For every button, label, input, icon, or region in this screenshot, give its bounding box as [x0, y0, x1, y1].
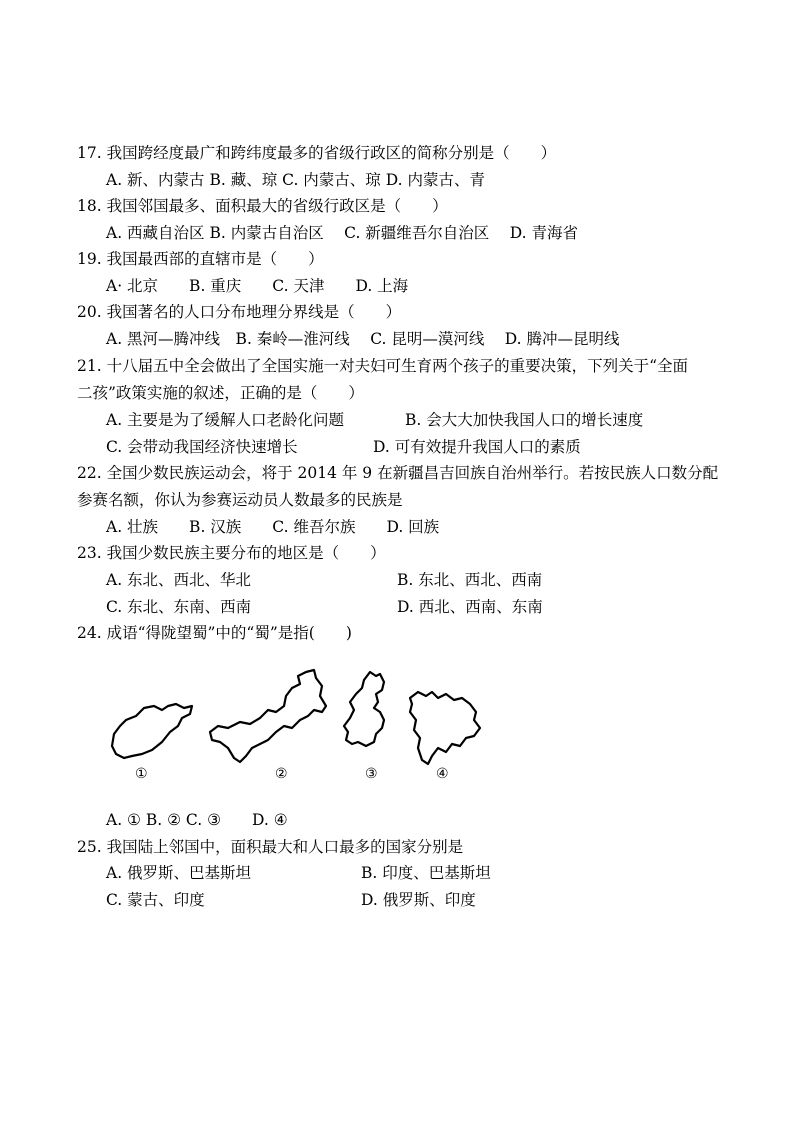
question-17-stem: 17. 我国跨经度最广和跨纬度最多的省级行政区的简称分别是（ ） — [77, 144, 557, 162]
question-23-stem: 23. 我国少数民族主要分布的地区是（ ） — [77, 544, 386, 562]
question-21-option-b: B. 会大大加快我国人口的增长速度 — [405, 411, 644, 429]
figure-label-1: ① — [135, 766, 148, 782]
question-23-option-d: D. 西北、西南、东南 — [397, 598, 543, 616]
question-19-stem: 19. 我国最西部的直辖市是（ ） — [77, 250, 324, 268]
question-21-stem-line2: 二孩”政策实施的叙述，正确的是（ ） — [77, 384, 364, 402]
question-18-options: A. 西藏自治区 B. 内蒙古自治区 C. 新疆维吾尔自治区 D. 青海省 — [106, 224, 578, 242]
question-21-option-d: D. 可有效提升我国人口的素质 — [373, 438, 581, 456]
question-23-option-c: C. 东北、东南、西南 — [106, 598, 252, 616]
question-21-option-c: C. 会带动我国经济快速增长 — [106, 438, 298, 456]
question-22-options: A. 壮族 B. 汉族 C. 维吾尔族 D. 回族 — [106, 518, 440, 536]
question-24-stem: 24. 成语“得陇望蜀”中的“蜀”是指( ) — [77, 624, 352, 642]
figure-label-4: ④ — [436, 766, 449, 782]
province-outline-2 — [206, 666, 334, 770]
province-outline-3 — [340, 668, 394, 750]
question-21-stem-line1: 21. 十八届五中全会做出了全国实施一对夫妇可生育两个孩子的重要决策，下列关于“全面 — [77, 357, 689, 375]
question-19-options: A· 北京 B. 重庆 C. 天津 D. 上海 — [106, 277, 409, 295]
question-22-stem-line1: 22. 全国少数民族运动会，将于 2014 年 9 在新疆昌吉回族自治州举行。若按民族人口数分配 — [77, 464, 719, 482]
figure-label-3: ③ — [365, 766, 378, 782]
province-outline-4 — [404, 686, 484, 768]
question-22-stem-line2: 参赛名额，你认为参赛运动员人数最多的民族是 — [77, 491, 403, 509]
question-18-stem: 18. 我国邻国最多、面积最大的省级行政区是（ ） — [77, 197, 448, 215]
question-25-stem: 25. 我国陆上邻国中，面积最大和人口最多的国家分别是 — [77, 838, 464, 856]
question-23-option-b: B. 东北、西北、西南 — [397, 571, 543, 589]
question-20-stem: 20. 我国著名的人口分布地理分界线是（ ） — [77, 303, 402, 321]
question-25-option-b: B. 印度、巴基斯坦 — [361, 864, 491, 882]
question-21-option-a: A. 主要是为了缓解人口老龄化问题 — [106, 411, 345, 429]
province-outline-1 — [106, 696, 198, 768]
figure-label-2: ② — [275, 766, 288, 782]
province-outline-figure — [104, 664, 494, 794]
question-20-options: A. 黑河—腾冲线 B. 秦岭—淮河线 C. 昆明—漠河线 D. 腾冲—昆明线 — [106, 330, 620, 348]
question-24-options: A. ① B. ② C. ③ D. ④ — [106, 811, 288, 829]
question-25-option-c: C. 蒙古、印度 — [106, 891, 205, 909]
question-23-option-a: A. 东北、西北、华北 — [106, 571, 252, 589]
question-25-option-a: A. 俄罗斯、巴基斯坦 — [106, 864, 252, 882]
question-25-option-d: D. 俄罗斯、印度 — [361, 891, 476, 909]
question-17-options: A. 新、内蒙古 B. 藏、琼 C. 内蒙古、琼 D. 内蒙古、青 — [106, 171, 485, 189]
